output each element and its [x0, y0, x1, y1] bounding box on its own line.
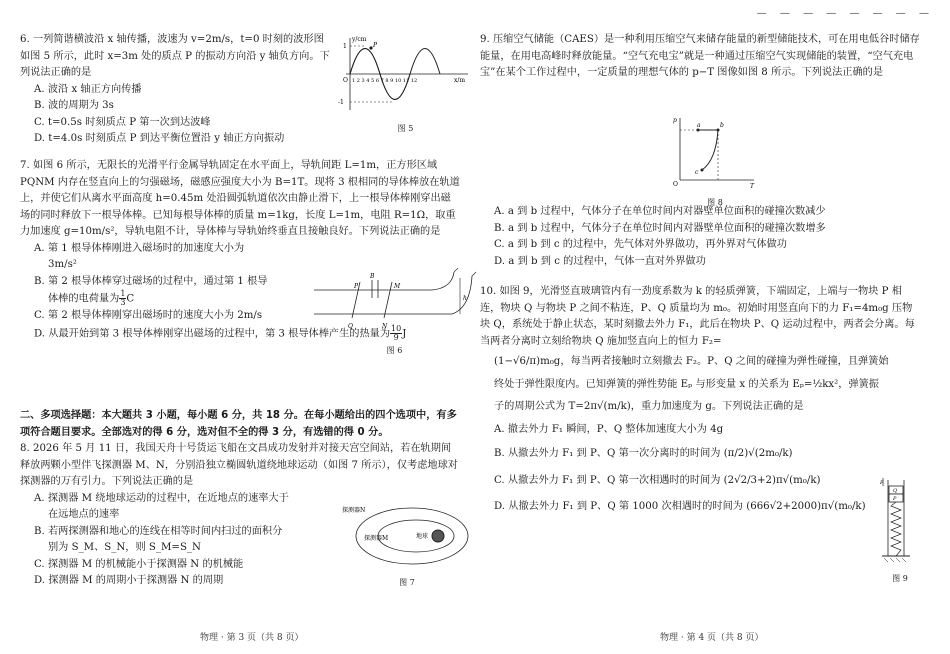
label-m: M: [394, 283, 401, 290]
left-page-footer: 物理 · 第 3 页（共 8 页）: [200, 633, 304, 644]
y-axis-label: y/cm: [352, 36, 367, 43]
q8-option-a-line1: A. 探测器 M 绕地球运动的过程中，在近地点的速率大于: [34, 492, 289, 504]
x-axis-label: x/m: [454, 77, 466, 84]
q6-stem: 6. 一列简谐横波沿 x 轴传播，波速为 v=2m/s，t=0 时刻的波形图如图 5 所示，此时 x=3m 处的质点 P 的振动方向沿 y 轴负方向。下列说法正确的是: [20, 34, 330, 79]
q7-option-d-text: D. 从最开始到第 3 根导体棒刚穿出磁场的过程中，第 3 根导体棒产生的热量为: [34, 328, 391, 340]
q8-option-c: C. 探测器 M 的机械能小于探测器 N 的机械能: [34, 558, 244, 570]
q7-option-b-text: 体棒的电荷量为: [48, 293, 120, 305]
orbit-diagram: [342, 500, 472, 568]
q7-d-frac-bottom: 9: [393, 332, 399, 342]
q10-stem-2: (1−√6/π)m₀g，每当两者接触时立刻撤去 F₂。P、Q 之间的碰撞为弹性碰撞，且弹簧始: [494, 356, 889, 368]
q6-option-a: A. 波沿 x 轴正方向传播: [34, 83, 142, 95]
q7-b-frac-bottom: 3: [120, 298, 126, 308]
figure-9-caption: 图 9: [892, 573, 908, 583]
q7-option-c: C. 第 2 根导体棒刚穿出磁场时的速度大小为 2m/s: [34, 310, 263, 322]
q10-option-c: C. 从撤去外力 F₁ 到 P、Q 第一次相遇时的时间为 (2√2/3+2)π√(m₀/k): [494, 474, 821, 486]
q9-option-a: A. a 到 b 过程中，气体分子在单位时间内对器壁单位面积的碰撞次数减少: [494, 206, 826, 217]
figure-6: [312, 268, 477, 355]
figure-5: [338, 34, 473, 133]
question-10: [480, 284, 920, 516]
svg-text:1 2 3 4 5 6 7 8 9 10 11 12: 1 2 3 4 5 6 7 8 9 10 11 12: [352, 78, 418, 84]
figure-5-caption: 图 5: [397, 123, 414, 133]
label-n: N: [382, 323, 388, 330]
q9-option-b: B. a 到 b 过程中，气体分子在单位时间内对器壁单位面积的碰撞次数增多: [494, 222, 826, 234]
q7-b-frac-top: 1: [120, 289, 126, 299]
q7-option-b-line1: B. 第 2 根导体棒穿过磁场的过程中，通过第 1 根导: [34, 275, 268, 287]
q7-option-a-line1: A. 第 1 根导体棒刚进入磁场时的加速度大小为: [34, 242, 245, 254]
earth-icon: [432, 530, 444, 542]
figure-9: [880, 478, 920, 583]
q8-option-b-line2: 别为 S_M、S_N，则 S_M=S_N: [48, 542, 201, 554]
spring-tube-diagram: [880, 478, 920, 564]
figure-8-caption: 图 8: [707, 197, 723, 207]
q7-stem: 7. 如图 6 所示，无限长的光滑平行金属导轨固定在水平面上，导轨间距 L=1m，正方形区域 PQNM 内存在竖直向上的匀强磁场，磁感应强度大小为 B=1T。现将 3 根相同的导体棒放在轨道上，并使它们从离水平面高度 h=0.45m 处沿圆弧轨道依次由静止滑下，上一根导体棒刚穿出磁场的同时释放下一根导体棒。已知每根导体棒的质量 m=1kg，长度 L=1m，电阻 R=1Ω，取重力加速度 g=10m/s²，导轨电阻不计，导体棒与导轨始终垂直且接触良好。下列说法正确的是: [20, 160, 460, 238]
q7-d-frac-top: 10: [391, 323, 402, 333]
y-tick-1: 1: [343, 43, 347, 50]
p-label: P: [373, 42, 378, 49]
q6-option-d: D. t=4.0s 时刻质点 P 到达平衡位置沿 y 轴正方向振动: [34, 133, 285, 145]
left-page: [20, 0, 480, 654]
q10-stem-1: 10. 如图 9，光滑竖直玻璃管内有一劲度系数为 k 的轻质弹簧，下端固定，上端与一物块 P 相连，物块 Q 与物块 P 之间不粘连，P、Q 质量均为 m₀。初始时用竖直向下的力 F₁=4m₀g 压物块 Q，系统处于静止状态，某时刻撤去外力 F₁，此后在物块 P、Q 运动过程中，两者会分离。每当两者分离时立刻给物块 Q 施加竖直向上的恒力 F₂=: [480, 286, 915, 347]
label-a: a: [697, 122, 701, 129]
label-h: h: [463, 295, 467, 302]
label-t-axis: T: [750, 183, 755, 188]
pt-graph: [670, 114, 760, 188]
section-2-heading: 二、多项选择题：本大题共 3 小题，每小题 6 分，共 18 分。在每小题给出的四个选项中，有多项符合题目要求。全部选对的得 6 分，选对但不全的得 3 分，有选错的得 0 分。: [20, 410, 457, 438]
rail-diagram: [312, 268, 477, 336]
q10-option-d: D. 从撤去外力 F₁ 到 P、Q 第 1000 次相遇时的时间为 (666√2+2000)π√(m₀/k): [494, 501, 866, 513]
label-q: Q: [348, 323, 353, 330]
figure-7-caption: 图 7: [399, 577, 415, 587]
label-force: F: [880, 480, 884, 486]
figure-8: [670, 114, 760, 207]
label-origin: O: [673, 181, 678, 188]
q6-option-c: C. t=0.5s 时刻质点 P 第一次到达波峰: [34, 116, 211, 128]
y-tick-neg1: -1: [338, 99, 344, 106]
label-c: c: [695, 169, 699, 176]
origin-label: O: [343, 77, 348, 84]
q10-option-b: B. 从撤去外力 F₁ 到 P、Q 第一次分离时的时间为 (π/2)√(2m₀/k): [494, 448, 793, 460]
question-9: [480, 32, 920, 82]
q8-stem: 8. 2026 年 5 月 11 日，我国天舟十号货运飞船在文昌成功发射并对接天宫空间站，若在轨期间释放两颗小型伴飞探测器 M、N，分别沿独立椭圆轨道绕地球运动（如图 7 所示），仅考虑地球对探测器的万有引力。下列说法正确的是: [20, 443, 458, 488]
q9-option-c: C. a 到 b 到 c 的过程中，先气体对外界做功，再外界对气体做功: [494, 239, 787, 251]
right-page-footer: 物理 · 第 4 页（共 8 页）: [660, 633, 764, 644]
label-b: B: [370, 273, 375, 280]
q7-option-b-unit: C: [126, 293, 135, 305]
label-probe-m: 探测器M: [364, 535, 389, 542]
label-p-block: P: [893, 496, 897, 502]
q10-stem-4: 子的周期公式为 T=2π√(m/k)，重力加速度为 g。下列说法正确的是: [494, 401, 804, 413]
q8-option-b-line1: B. 若两探测器和地心的连线在相等时间内扫过的面积分: [34, 525, 283, 537]
question-6: [20, 32, 330, 148]
top-dashes: — — — — — — — —: [756, 8, 934, 19]
q7-option-d-unit: J: [402, 328, 407, 340]
q10-stem-3: 终处于弹性限度内。已知弹簧的弹性势能 Eₚ 与形变量 x 的关系为 Eₚ=½kx²，弹簧振: [494, 378, 879, 390]
label-earth: 地球: [416, 533, 429, 540]
q9-stem: 9. 压缩空气储能（CAES）是一种利用压缩空气来储存能量的新型储能技术，可在用电低谷时储存能量，在用电高峰时释放能量。“空气充电宝”就是一种通过压缩空气实现储能的装置，“空气充电宝”在某个工作过程中，一定质量的理想气体的 p−T 图像如图 8 所示。下列说法正确的是: [480, 34, 920, 79]
label-b: b: [720, 122, 724, 129]
label-q-block: Q: [893, 488, 898, 494]
q8-option-a-line2: 在远地点的速率: [48, 509, 120, 521]
label-p: P: [354, 283, 359, 290]
q6-option-b: B. 波的周期为 3s: [34, 100, 114, 112]
label-p-axis: p: [673, 117, 677, 124]
label-probe-n: 探测器N: [342, 507, 366, 514]
q10-option-a: A. 撤去外力 F₁ 瞬间，P、Q 整体加速度大小为 4g: [494, 423, 724, 435]
q7-option-a-line2: 3m/s²: [48, 259, 77, 271]
right-page: [480, 0, 940, 654]
q9-options: [480, 204, 920, 270]
figure-6-caption: 图 6: [386, 345, 403, 355]
q8-option-d: D. 探测器 M 的周期小于探测器 N 的周期: [34, 575, 224, 587]
figure-7: [342, 500, 472, 587]
q9-option-d: D. a 到 b 到 c 的过程中，气体一直对外界做功: [494, 255, 706, 267]
wave-graph: [338, 34, 473, 114]
